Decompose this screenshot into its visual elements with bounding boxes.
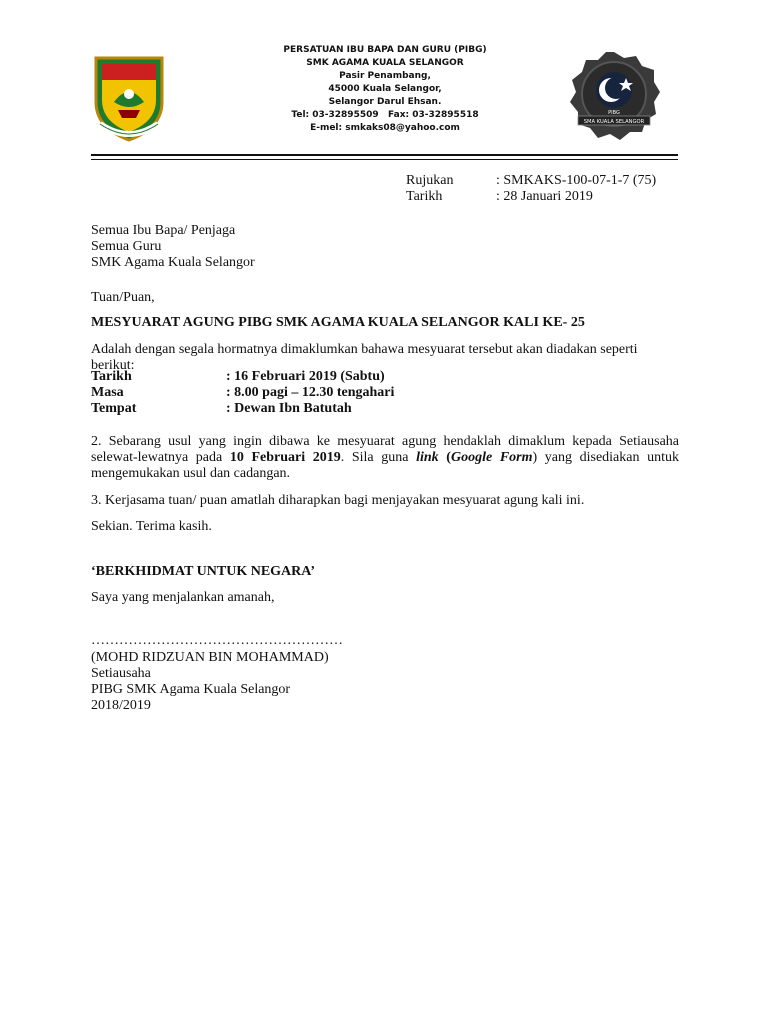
address-line-1: Pasir Penambang, <box>339 71 431 81</box>
address-line-2: 45000 Kuala Selangor, <box>328 84 442 94</box>
signature-dotted-line: ……………………………………………… <box>91 633 343 648</box>
date-value: : 28 Januari 2019 <box>496 189 593 204</box>
amanah-line: Saya yang menjalankan amanah, <box>91 590 275 605</box>
signatory-name: (MOHD RIDZUAN BIN MOHAMMAD) <box>91 650 329 665</box>
signatory-term: 2018/2019 <box>91 698 151 713</box>
motto: ‘BERKHIDMAT UNTUK NEGARA’ <box>91 564 316 579</box>
signatory-org: PIBG SMK Agama Kuala Selangor <box>91 682 291 697</box>
badge-text-pibg: PIBG <box>608 110 620 116</box>
detail-value: : 8.00 pagi – 12.30 tengahari <box>226 385 395 400</box>
letterhead <box>240 44 530 135</box>
recipient-line: SMK Agama Kuala Selangor <box>91 255 255 270</box>
intro-paragraph: Adalah dengan segala hormatnya dimaklumkan bahawa mesyuarat tersebut akan diadakan seperti berikut: <box>91 342 638 373</box>
paragraph-3: 3. Kerjasama tuan/ puan amatlah diharapkan bagi menjayakan mesyuarat agung kali ini. <box>91 493 585 508</box>
closing-line: Sekian. Terima kasih. <box>91 519 212 534</box>
link-word: link <box>416 450 439 465</box>
detail-value: : Dewan Ibn Batutah <box>226 401 352 416</box>
deadline-date: 10 Februari 2019 <box>229 450 341 465</box>
detail-label: Tempat <box>91 401 137 416</box>
ref-value: : SMKAKS-100-07-1-7 (75) <box>496 173 657 188</box>
email: E-mel: smkaks08@yahoo.com <box>310 123 460 133</box>
paren-open: ( <box>438 450 451 465</box>
para2-text: . Sila guna <box>340 450 417 465</box>
paragraph-2 <box>91 434 679 482</box>
recipient-line: Semua Guru <box>91 239 162 254</box>
signatory-title: Setiausaha <box>91 666 151 681</box>
date-label: Tarikh <box>406 189 443 204</box>
subject-heading: MESYUARAT AGUNG PIBG SMK AGAMA KUALA SELANGOR KALI KE- 25 <box>91 315 585 330</box>
signature-block <box>91 650 679 714</box>
ref-label: Rujukan <box>406 173 454 188</box>
recipients <box>91 223 679 271</box>
para2-text: ) yang disediakan untuk mengemukakan usul dan cadangan. <box>91 450 679 481</box>
header-rule-thick <box>91 154 678 156</box>
org-name: PERSATUAN IBU BAPA DAN GURU (PIBG) <box>283 45 487 55</box>
header-rule-thin <box>91 159 678 160</box>
reference-block <box>406 173 656 205</box>
recipient-line: Semua Ibu Bapa/ Penjaga <box>91 223 236 238</box>
school-name: SMK AGAMA KUALA SELANGOR <box>306 58 464 68</box>
meeting-details <box>91 369 679 417</box>
salutation: Tuan/Puan, <box>91 290 155 305</box>
pibg-badge-logo <box>568 50 660 140</box>
phone-fax: Tel: 03-32895509 Fax: 03-32895518 <box>291 110 479 120</box>
school-crest-logo <box>92 52 166 142</box>
para2-text: 2. Sebarang usul yang ingin dibawa ke mesyuarat agung hendaklah dimaklum kepada Setiausaha selewat-lewatnya pada <box>91 434 679 465</box>
detail-value: : 16 Februari 2019 (Sabtu) <box>226 369 385 384</box>
detail-label: Masa <box>91 385 124 400</box>
address-line-3: Selangor Darul Ehsan. <box>328 97 442 107</box>
google-form-word: Google Form <box>450 450 533 465</box>
detail-label: Tarikh <box>91 369 132 384</box>
badge-text-school: SMA KUALA SELANGOR <box>583 119 645 125</box>
